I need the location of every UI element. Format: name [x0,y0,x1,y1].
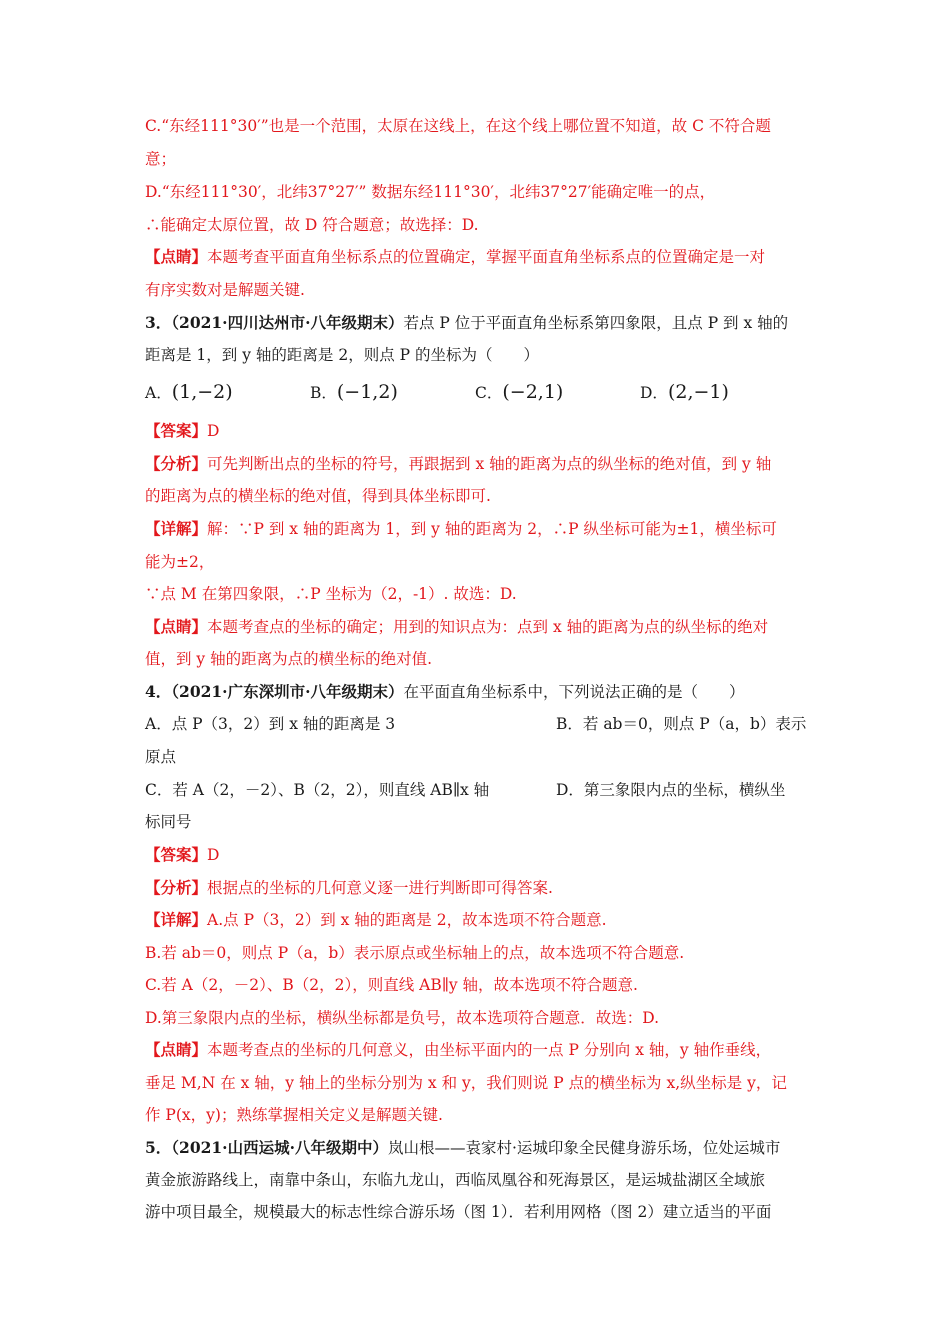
option-value: (2,−1) [667,381,729,403]
q3-detail-line3: ∵点 M 在第四象限，∴P 坐标为（2，-1）. 故选：D. [145,585,517,603]
q4-option-a: A．点 P（3，2）到 x 轴的距离是 3 [145,715,396,733]
prev-option-c-line1: C.“东经111°30′”也是一个范围，太原在这线上，在这个线上哪位置不知道，故 C 不符合题 [145,117,771,135]
analysis-text: 根据点的坐标的几何意义逐一进行判断即可得答案. [207,879,553,897]
q4-analysis [145,876,810,900]
q4-stem-text: 在平面直角坐标系中，下列说法正确的是（ ） [403,683,745,701]
detail-tag: 【详解】 [145,519,208,538]
option-label: D． [640,384,668,402]
q4-detail-b: B.若 ab＝0，则点 P（a，b）表示原点或坐标轴上的点，故本选项不符合题意. [145,944,685,962]
answer-value: D [207,846,220,864]
option-label: C． [475,384,503,402]
q3-source: （2021·四川达州市·八年级期末） [171,313,404,332]
q3-detail-line2: 能为±2， [145,553,215,571]
q3-option-d [640,380,729,404]
answer-value: D [207,422,220,440]
q4-stem [145,680,810,704]
prev-option-d-line: D.“东经111°30′，北纬37°27′” 数据东经111°30′，北纬37°27′能确定唯一的点， [145,183,716,201]
q4-tip-line2: 垂足 M,N 在 x 轴，y 轴上的坐标分别为 x 和 y，我们则说 P 点的横坐标为 x,纵坐标是 y，记 [145,1074,787,1092]
q3-tip-line1 [145,615,810,639]
q3-number: 3． [145,313,172,332]
analysis-tag: 【分析】 [145,454,208,473]
prev-tip-line1 [145,245,810,269]
q4-tip-line3: 作 P(x，y)；熟练掌握相关定义是解题关键. [145,1106,443,1124]
q3-detail-line1 [145,517,810,541]
analysis-text: 可先判断出点的坐标的符号，再跟据到 x 轴的距离为点的纵坐标的绝对值，到 y 轴 [207,455,772,473]
q3-option-b [310,380,398,404]
tip-tag: 【点睛】 [145,1040,208,1059]
prev-option-c-line2: 意； [145,150,177,168]
q5-stem-text: 岚山根——袁家村·运城印象全民健身游乐场，位处运城市 [387,1139,781,1157]
detail-text: 解：∵P 到 x 轴的距离为 1，到 y 轴的距离为 2，∴P 纵坐标可能为±1，横坐标可 [207,520,777,538]
q5-number: 5． [145,1138,172,1157]
q4-option-d-line2: 标同号 [145,813,192,831]
answer-tag: 【答案】 [145,845,208,864]
q3-option-c [475,380,563,404]
q4-detail-d: D.第三象限内点的坐标，横纵坐标都是负号，故本选项符合题意．故选：D. [145,1009,660,1027]
tip-text: 本题考查点的坐标的确定；用到的知识点为：点到 x 轴的距离为点的纵坐标的绝对 [207,618,769,636]
option-label: A． [145,384,172,402]
option-value: (1,−2) [171,381,233,403]
q3-stem-line2: 距离是 1，到 y 轴的距离是 2，则点 P 的坐标为（ ） [145,346,539,364]
detail-tag: 【详解】 [145,910,208,929]
q3-option-a [145,380,233,404]
q4-number: 4． [145,682,172,701]
q3-answer [145,419,810,443]
detail-text: A.点 P（3，2）到 x 轴的距离是 2，故本选项不符合题意. [207,911,607,929]
q3-analysis-line1 [145,452,810,476]
q4-option-b-line1: B．若 ab＝0，则点 P（a，b）表示 [556,715,807,733]
q4-option-b-line2: 原点 [145,748,177,766]
q3-analysis-line2: 的距离为点的横坐标的绝对值，得到具体坐标即可. [145,487,491,505]
q5-stem-line3: 游中项目最全，规模最大的标志性综合游乐场（图 1）．若利用网格（图 2）建立适当的平面 [145,1203,772,1221]
tip-tag: 【点睛】 [145,617,208,636]
q4-detail-c: C.若 A（2，－2）、B（2，2），则直线 AB∥y 轴，故本选项不符合题意. [145,976,638,994]
q4-detail-a [145,908,810,932]
tip-tag: 【点睛】 [145,247,208,266]
tip-text: 本题考查平面直角坐标系点的位置确定，掌握平面直角坐标系点的位置确定是一对 [207,248,766,266]
q4-option-d-line1: D．第三象限内点的坐标，横纵坐 [556,781,786,799]
q4-tip-line1 [145,1038,810,1062]
q3-stem-line1 [145,311,810,335]
prev-tip-line2: 有序实数对是解题关键. [145,281,305,299]
prev-therefore-line: ∴能确定太原位置，故 D 符合题意；故选择：D. [145,216,479,234]
option-value: (−1,2) [336,381,398,403]
q5-stem-line2: 黄金旅游路线上，南靠中条山，东临九龙山，西临凤凰谷和死海景区，是运城盐湖区全域旅 [145,1171,766,1189]
analysis-tag: 【分析】 [145,878,208,897]
q3-tip-line2: 值，到 y 轴的距离为点的横坐标的绝对值. [145,650,433,668]
q4-answer [145,843,810,867]
option-value: (−2,1) [502,381,564,403]
answer-tag: 【答案】 [145,421,208,440]
tip-text: 本题考查点的坐标的几何意义，由坐标平面内的一点 P 分别向 x 轴，y 轴作垂线， [207,1041,772,1059]
q5-stem-line1 [145,1136,810,1160]
option-label: B． [310,384,337,402]
q4-option-c: C．若 A（2，－2）、B（2，2），则直线 AB∥x 轴 [145,781,490,799]
q5-source: （2021·山西运城·八年级期中） [171,1138,388,1157]
q3-stem-text: 若点 P 位于平面直角坐标系第四象限，且点 P 到 x 轴的 [403,314,789,332]
q4-source: （2021·广东深圳市·八年级期末） [171,682,404,701]
